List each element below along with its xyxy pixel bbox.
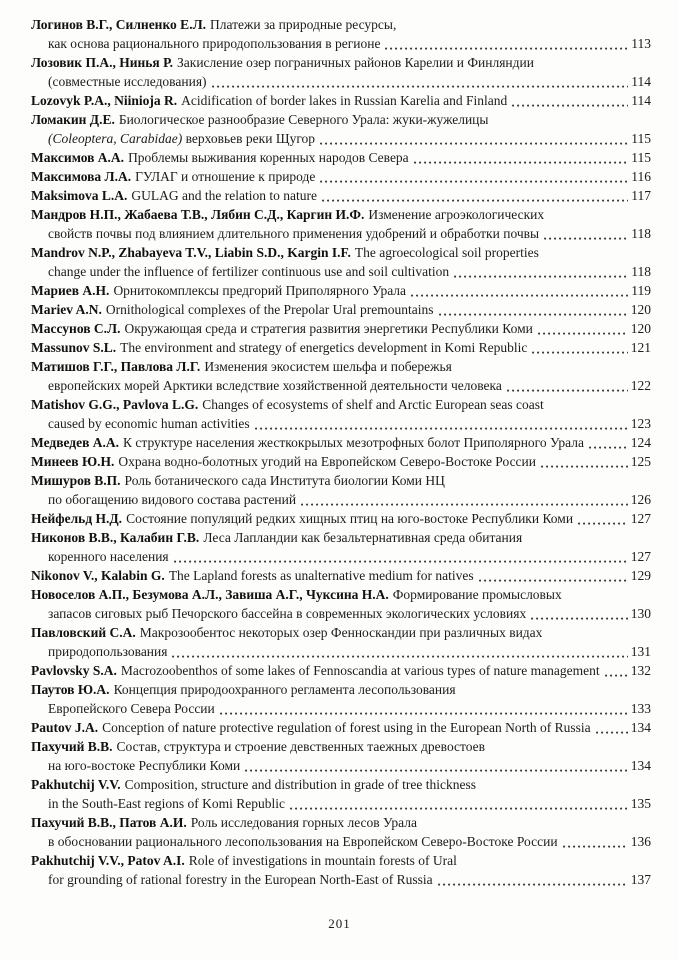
entry-first-line [31, 300, 651, 319]
entry-continuation-text [48, 756, 240, 775]
entry-continuation-text [48, 224, 539, 243]
dot-leader [438, 883, 628, 886]
toc-entry [31, 395, 651, 433]
entry-continuation-text [48, 794, 285, 813]
entry-first-line [31, 110, 651, 129]
entry-page-number: 132 [630, 663, 651, 678]
entry-first-line [31, 509, 651, 528]
entry-authors: Matishov G.G., Pavlova L.G. [31, 397, 199, 412]
dot-leader [255, 427, 628, 430]
entry-page-number: 125 [630, 454, 651, 469]
entry-page-number: 136 [630, 834, 651, 849]
toc-entry [31, 509, 651, 528]
entry-first-line [31, 452, 651, 471]
toc-entry [31, 281, 651, 300]
entry-page-number: 115 [631, 150, 651, 165]
dot-leader [320, 142, 628, 145]
entry-continuation: природопользования [48, 644, 168, 659]
entry-title: Проблемы выживания коренных народов Севера [128, 150, 409, 165]
entry-page-number: 130 [630, 606, 651, 621]
entry-first-line [31, 471, 651, 490]
entry-authors: Минеев Ю.Н. [31, 454, 115, 469]
entry-title: Орнитокомплексы предгорий Приполярного Урала [113, 283, 407, 298]
entry-first-line [31, 53, 651, 72]
entry-authors: Ломакин Д.Е. [31, 112, 115, 127]
toc-entry [31, 110, 651, 148]
entry-title: Платежи за природные ресурсы, [210, 17, 397, 32]
toc-entry [31, 357, 651, 395]
entry-continuation: коренного населения [48, 549, 169, 564]
entry-text [31, 205, 544, 224]
entry-page-number: 116 [631, 169, 651, 184]
entry-title: Acidification of border lakes in Russian Karelia and Finland [181, 93, 508, 108]
entry-first-line [31, 243, 651, 262]
entry-authors: Максимова Л.А. [31, 169, 132, 184]
entry-text [31, 53, 534, 72]
entry-authors: Mariev A.N. [31, 302, 102, 317]
entry-page-number: 122 [630, 378, 651, 393]
entry-continuation-line [31, 870, 651, 889]
entry-continuation-line [31, 262, 651, 281]
entry-title: Изменение агроэкологических [368, 207, 545, 222]
toc-entry [31, 243, 651, 281]
toc-entry [31, 53, 651, 91]
entry-continuation: европейских морей Арктики вследствие хозяйственной деятельности человека [48, 378, 502, 393]
entry-authors: Пахучий В.В. [31, 739, 113, 754]
dot-leader [596, 731, 628, 734]
entry-text [31, 110, 488, 129]
entry-continuation: верховьев реки Щугор [182, 131, 316, 146]
toc-entry [31, 319, 651, 338]
dot-leader [454, 275, 628, 278]
dot-leader [544, 237, 628, 240]
dot-leader [172, 655, 627, 658]
entry-authors: Максимов А.А. [31, 150, 125, 165]
entry-continuation-text [48, 870, 433, 889]
entry-first-line [31, 167, 651, 186]
dot-leader [532, 351, 627, 354]
entry-page-number: 114 [631, 93, 651, 108]
toc-entry [31, 585, 651, 623]
entry-text [31, 813, 417, 832]
entry-text [31, 851, 457, 870]
toc-entry [31, 148, 651, 167]
entry-continuation-line [31, 34, 651, 53]
dot-leader [578, 522, 628, 525]
entry-text [31, 91, 507, 110]
entry-title: GULAG and the relation to nature [131, 188, 317, 203]
entry-first-line [31, 737, 651, 756]
entry-title: Conception of nature protective regulation of forest using in the European North of Russia [102, 720, 591, 735]
entry-continuation-text [48, 832, 558, 851]
entry-authors: Pautov J.A. [31, 720, 99, 735]
entry-continuation-line [31, 490, 651, 509]
entry-text [31, 680, 456, 699]
entry-authors: Massunov S.L. [31, 340, 117, 355]
dot-leader [414, 161, 629, 164]
entry-continuation-text [48, 129, 315, 148]
toc-entry [31, 623, 651, 661]
entry-first-line [31, 623, 651, 642]
entry-continuation-text [48, 642, 167, 661]
entry-page-number: 114 [631, 74, 651, 89]
entry-first-line [31, 338, 651, 357]
entry-page-number: 133 [630, 701, 651, 716]
entry-page-number: 118 [631, 264, 651, 279]
entry-continuation-line [31, 547, 651, 566]
entry-continuation-text [48, 34, 380, 53]
toc-entry [31, 718, 651, 737]
entry-text [31, 281, 406, 300]
entry-first-line [31, 148, 651, 167]
entry-title: Composition, structure and distribution in grade of tree thickness [124, 777, 476, 792]
entry-continuation-text [48, 376, 502, 395]
entry-title: Формирование промысловых [392, 587, 562, 602]
entry-title: Концепция природоохранного регламента лесопользования [113, 682, 456, 697]
entry-text [31, 737, 485, 756]
entry-title: Закисление озер пограничных районов Карелии и Финляндии [177, 55, 534, 70]
toc-entry [31, 851, 651, 889]
entry-authors: Nikonov V., Kalabin G. [31, 568, 165, 583]
entry-text [31, 585, 562, 604]
dot-leader [538, 332, 628, 335]
toc-entry [31, 15, 651, 53]
entry-continuation-line [31, 642, 651, 661]
entry-first-line [31, 15, 651, 34]
dot-leader [507, 389, 628, 392]
entry-page-number: 137 [630, 872, 651, 887]
entry-continuation-line [31, 224, 651, 243]
entry-title: The agroecological soil properties [354, 245, 539, 260]
toc-entry [31, 566, 651, 585]
dot-leader [220, 712, 628, 715]
entry-first-line [31, 585, 651, 604]
entry-continuation: как основа рационального природопользования в регионе [48, 36, 381, 51]
entry-first-line [31, 661, 651, 680]
entry-first-line [31, 566, 651, 585]
entry-title: Изменения экосистем шельфа и побережья [204, 359, 452, 374]
toc-entry [31, 205, 651, 243]
entry-page-number: 118 [631, 226, 651, 241]
entry-authors: Массунов С.Л. [31, 321, 121, 336]
entry-title: The Lapland forests as unalternative medium for natives [168, 568, 474, 583]
dot-leader [512, 104, 628, 107]
entry-continuation-line [31, 376, 651, 395]
toc-entry [31, 528, 651, 566]
entry-text [31, 357, 452, 376]
dot-leader [589, 446, 628, 449]
entry-text [31, 471, 445, 490]
entry-text [31, 661, 600, 680]
entry-page-number: 124 [630, 435, 651, 450]
entry-continuation: (совместные исследования) [48, 74, 207, 89]
dot-leader [320, 180, 628, 183]
toc-entry [31, 186, 651, 205]
entry-continuation: for grounding of rational forestry in the European North-East of Russia [48, 872, 433, 887]
entry-page-number: 134 [630, 720, 651, 735]
entry-authors: Мариев А.Н. [31, 283, 110, 298]
entry-text [31, 528, 522, 547]
toc-entry [31, 91, 651, 110]
entry-first-line [31, 433, 651, 452]
dot-leader [212, 85, 629, 88]
entry-first-line [31, 186, 651, 205]
entry-first-line [31, 718, 651, 737]
entry-title: Ornithological complexes of the Prepolar Ural premountains [105, 302, 434, 317]
entry-page-number: 131 [630, 644, 651, 659]
entry-title: Роль исследования горных лесов Урала [190, 815, 417, 830]
entry-authors: Павловский С.А. [31, 625, 136, 640]
dot-leader [290, 807, 628, 810]
toc-entry [31, 680, 651, 718]
dot-leader [541, 465, 628, 468]
entry-page-number: 117 [631, 188, 651, 203]
entry-continuation: in the South-East regions of Komi Republic [48, 796, 285, 811]
entry-continuation-text [48, 490, 296, 509]
entry-continuation: Европейского Севера России [48, 701, 215, 716]
entry-continuation: по обогащению видового состава растений [48, 492, 297, 507]
entry-page-number: 121 [630, 340, 651, 355]
toc-entry [31, 452, 651, 471]
entry-page-number: 129 [630, 568, 651, 583]
entry-text [31, 319, 533, 338]
entry-title: Роль ботанического сада Института биологии Коми НЦ [124, 473, 445, 488]
toc-entry [31, 471, 651, 509]
entry-first-line [31, 357, 651, 376]
entry-page-number: 113 [631, 36, 651, 51]
entry-authors: Мандров Н.П., Жабаева Т.В., Лябин С.Д., Каргин И.Ф. [31, 207, 365, 222]
entry-page-number: 123 [630, 416, 651, 431]
entry-first-line [31, 813, 651, 832]
entry-authors: Никонов В.В., Калабин Г.В. [31, 530, 200, 545]
dot-leader [605, 674, 628, 677]
dot-leader [322, 199, 628, 202]
entry-continuation-text [48, 604, 526, 623]
entry-page-number: 126 [630, 492, 651, 507]
dot-leader [411, 294, 628, 297]
entry-page-number: 135 [630, 796, 651, 811]
entry-title: К структуре населения жесткокрылых мезотрофных болот Приполярного Урала [123, 435, 584, 450]
toc-entry [31, 300, 651, 319]
entry-text [31, 509, 573, 528]
entry-text [31, 148, 409, 167]
entry-page-number: 127 [630, 549, 651, 564]
entry-text [31, 300, 434, 319]
entry-title: The environment and strategy of energetics development in Komi Republic [120, 340, 528, 355]
entry-first-line [31, 91, 651, 110]
entry-authors: Лозовик П.А., Нинья Р. [31, 55, 174, 70]
toc-entry [31, 433, 651, 452]
entry-text [31, 775, 476, 794]
entry-title: ГУЛАГ и отношение к природе [135, 169, 316, 184]
entry-authors: Pavlovsky S.A. [31, 663, 117, 678]
entry-title: Role of investigations in mountain forests of Ural [188, 853, 457, 868]
entry-text [31, 186, 317, 205]
entry-text [31, 566, 474, 585]
entry-first-line [31, 395, 651, 414]
entry-first-line [31, 680, 651, 699]
entry-text [31, 718, 591, 737]
entry-continuation-line [31, 699, 651, 718]
entry-title: Биологическое разнообразие Северного Урала: жуки-жужелицы [118, 112, 489, 127]
toc-entry [31, 737, 651, 775]
entry-first-line [31, 851, 651, 870]
entry-continuation-line [31, 72, 651, 91]
dot-leader [531, 617, 628, 620]
entry-authors: Паутов Ю.А. [31, 682, 110, 697]
entry-authors: Lozovyk P.A., Niinioja R. [31, 93, 178, 108]
toc-entry [31, 661, 651, 680]
dot-leader [563, 845, 628, 848]
entry-continuation-line [31, 756, 651, 775]
entry-text [31, 167, 315, 186]
entry-page-number: 127 [630, 511, 651, 526]
entry-authors: Пахучий В.В., Патов А.И. [31, 815, 187, 830]
entry-text [31, 338, 527, 357]
entry-continuation-text [48, 547, 169, 566]
dot-leader [479, 579, 628, 582]
dot-leader [301, 503, 628, 506]
entry-continuation: на юго-востоке Республики Коми [48, 758, 241, 773]
entry-authors: Pakhutchij V.V., Patov A.I. [31, 853, 185, 868]
dot-leader [245, 769, 628, 772]
entry-first-line [31, 528, 651, 547]
entry-continuation-text [48, 414, 250, 433]
entry-title: Состояние популяций редких хищных птиц на юго-востоке Республики Коми [126, 511, 574, 526]
entry-first-line [31, 281, 651, 300]
entry-title: Окружающая среда и стратегия развития энергетики Республики Коми [124, 321, 533, 336]
entry-title: Макрозообентос некоторых озер Фенноскандии при различных видах [139, 625, 543, 640]
entry-authors: Maksimova L.A. [31, 188, 128, 203]
entry-authors: Матишов Г.Г., Павлова Л.Г. [31, 359, 201, 374]
entry-continuation-italic: (Coleoptera, Carabidae) [48, 131, 183, 146]
entry-continuation-line [31, 414, 651, 433]
dot-leader [385, 47, 628, 50]
entry-continuation-line [31, 129, 651, 148]
entry-title: Охрана водно-болотных угодий на Европейском Северо-Востоке России [118, 454, 537, 469]
entry-continuation-line [31, 794, 651, 813]
entry-first-line [31, 775, 651, 794]
entry-continuation-text [48, 72, 207, 91]
entry-title: Леса Лапландии как безальтернативная среда обитания [203, 530, 523, 545]
entry-text [31, 15, 396, 34]
dot-leader [439, 313, 628, 316]
toc-entry [31, 338, 651, 357]
entry-continuation: change under the influence of fertilizer continuous use and soil cultivation [48, 264, 450, 279]
entry-authors: Mandrov N.P., Zhabayeva T.V., Liabin S.D., Kargin I.F. [31, 245, 351, 260]
entry-first-line [31, 319, 651, 338]
entry-continuation: запасов сиговых рыб Печорского бассейна в современных экологических условиях [48, 606, 527, 621]
entry-page-number: 134 [630, 758, 651, 773]
entry-title: Changes of ecosystems of shelf and Arctic European seas coast [202, 397, 544, 412]
entry-continuation: в обосновании рационального лесопользования на Европейском Северо-Востоке России [48, 834, 558, 849]
entry-page-number: 120 [630, 302, 651, 317]
entry-title: Состав, структура и строение девственных таежных древостоев [116, 739, 486, 754]
entry-page-number: 120 [630, 321, 651, 336]
entry-text [31, 395, 544, 414]
entry-continuation: свойств почвы под влиянием длительного применения удобрений и обработки почвы [48, 226, 540, 241]
toc-entry [31, 813, 651, 851]
entry-title: Macrozoobenthos of some lakes of Fennoscandia at various types of nature management [120, 663, 600, 678]
entry-continuation-text [48, 262, 449, 281]
entry-text [31, 452, 536, 471]
dot-leader [174, 560, 628, 563]
entry-page-number: 115 [631, 131, 651, 146]
entry-authors: Мишуров В.П. [31, 473, 121, 488]
entry-authors: Новоселов А.П., Безумова А.Л., Завиша А.Г., Чуксина Н.А. [31, 587, 389, 602]
entry-continuation-line [31, 604, 651, 623]
entry-page-number: 119 [631, 283, 651, 298]
entry-authors: Нейфельд Н.Д. [31, 511, 123, 526]
footer-page-number: 201 [328, 916, 351, 931]
entry-continuation-line [31, 832, 651, 851]
toc-entry [31, 775, 651, 813]
entry-authors: Pakhutchij V.V. [31, 777, 121, 792]
entry-first-line [31, 205, 651, 224]
entry-authors: Логинов В.Г., Силненко Е.Л. [31, 17, 206, 32]
entry-continuation-text [48, 699, 215, 718]
entry-text [31, 433, 584, 452]
entry-authors: Медведев А.А. [31, 435, 120, 450]
entry-continuation: caused by economic human activities [48, 416, 250, 431]
toc-entry [31, 167, 651, 186]
entry-text [31, 243, 539, 262]
entry-text [31, 623, 542, 642]
